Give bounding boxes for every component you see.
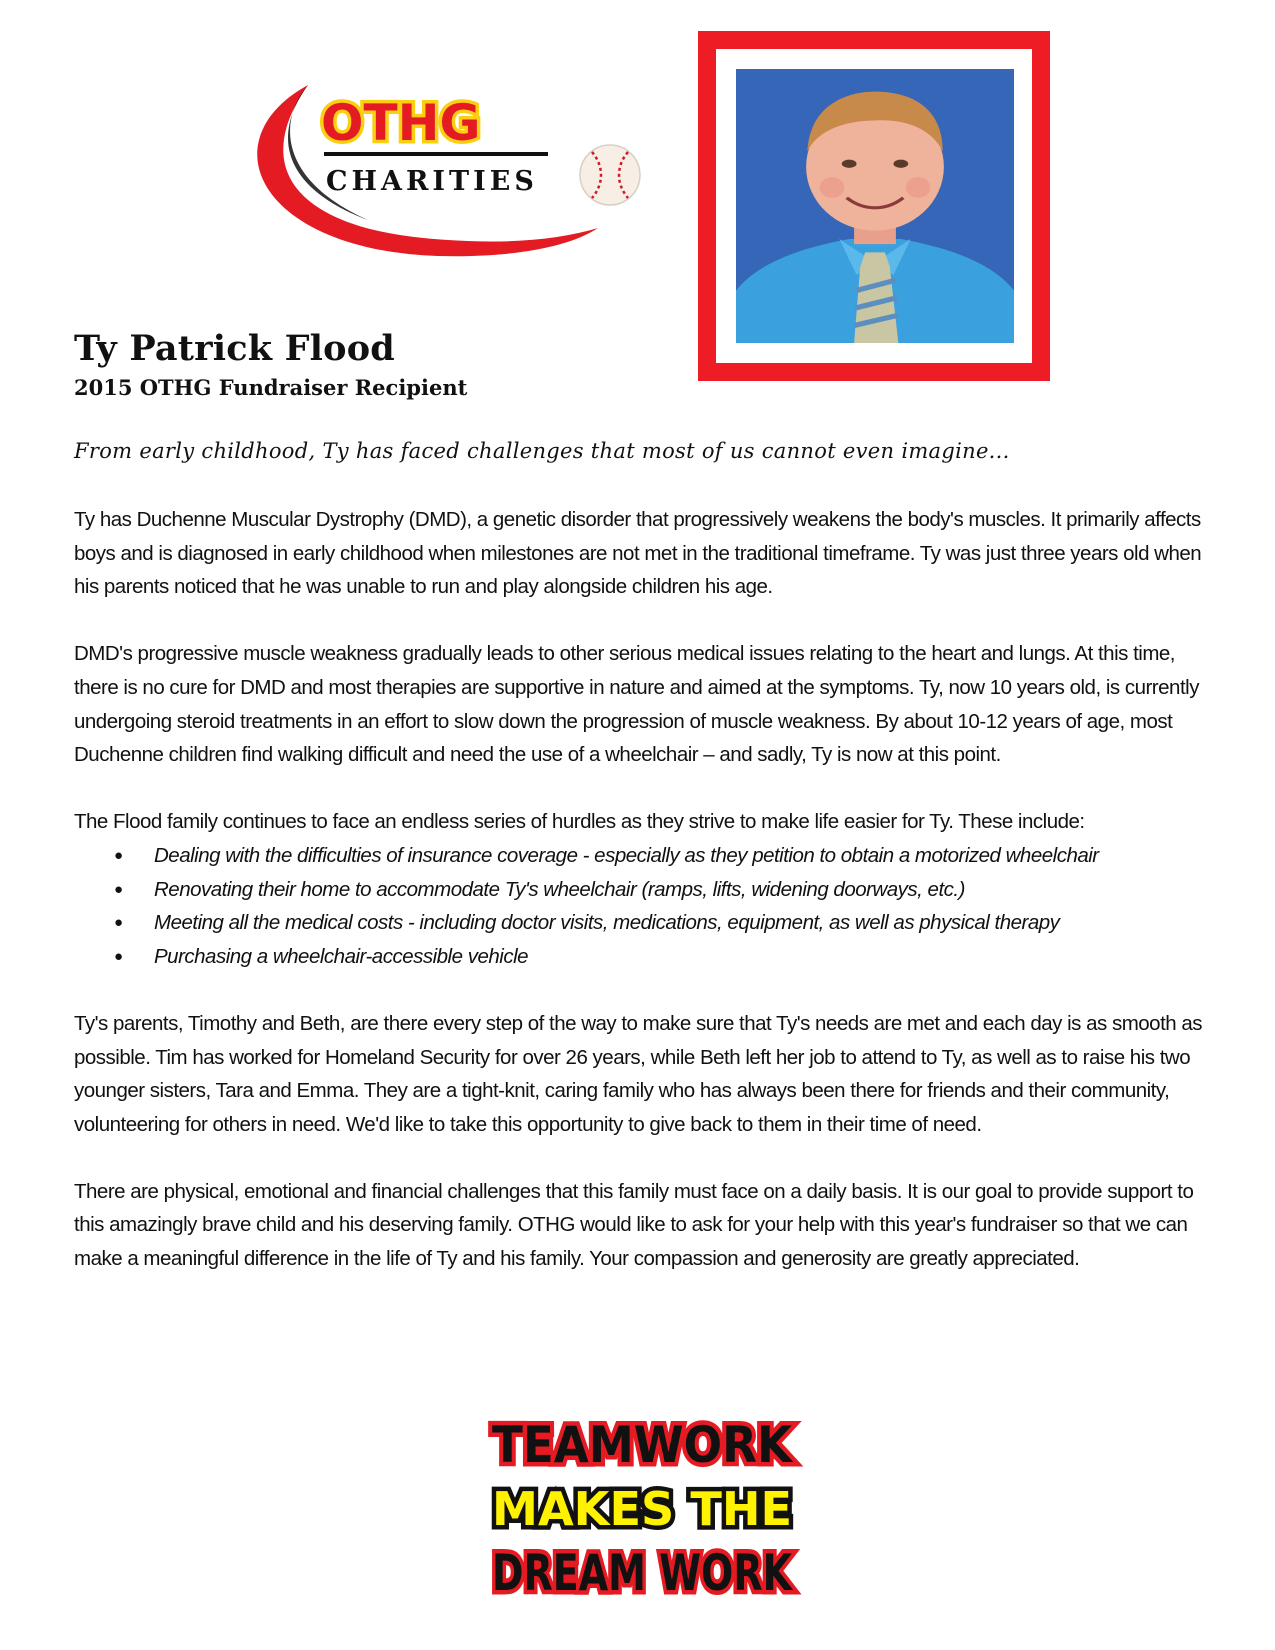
photo-frame (698, 31, 1050, 381)
paragraph: There are physical, emotional and financial challenges that this family must face on a daily basis. It is our goal to provide support to this amazingly brave child and his deserving family. OTHG would like to ask for your help with this year's fundraiser so that we can make a meaningful difference in the life of Ty and his family. Your compassion and generosity are greatly appreciated. (74, 1179, 1194, 1271)
brand-wordmark: OTHG (321, 94, 481, 152)
teamwork-slogan (478, 1408, 806, 1603)
list-item: ● Renovating their home to accommodate Ty's wheelchair (ramps, lifts, widening doorways, etc.) (114, 873, 1209, 907)
othg-charities-logo (238, 80, 678, 285)
slogan-line-1: TEAMWORK (492, 1416, 795, 1474)
brand-tagline: CHARITIES (326, 166, 538, 197)
list-item: ● Purchasing a wheelchair-accessible vehicle (114, 940, 1209, 974)
portrait-photo (736, 69, 1014, 343)
paragraph: The Flood family continues to face an endless series of hurdles as they strive to make life easier for Ty. These include: (74, 810, 1085, 834)
slogan-line-2: MAKES THE (492, 1482, 792, 1536)
body-text (74, 503, 1209, 1276)
paragraph: Ty has Duchenne Muscular Dystrophy (DMD), a genetic disorder that progressively weakens the body's muscles. It primarily affects boys and is diagnosed in early childhood when milestones are not met in the traditional timeframe. Ty was just three years old when his parents noticed that he was unable to run and play alongside children his age. (74, 508, 1202, 599)
list-item: ● Dealing with the difficulties of insurance coverage - especially as they petition to obtain a motorized wheelchair (114, 839, 1209, 873)
list-item: ● Meeting all the medical costs - including doctor visits, medications, equipment, as well as physical therapy (114, 906, 1209, 940)
paragraph: Ty's parents, Timothy and Beth, are there every step of the way to make sure that Ty's needs are met and each day is as smooth as possible. Tim has worked for Homeland Security for over 26 years, while Beth left her job to attend to Ty, as well as to raise his two younger sisters, Tara and Emma. They are a tight-knit, caring family who has always been there for friends and their community, volunteering for others in need. We'd like to take this opportunity to give back to them in their time of need. (74, 1011, 1203, 1136)
hurdles-list (74, 839, 1209, 973)
recipient-subtitle: 2015 OTHG Fundraiser Recipient (74, 375, 468, 400)
recipient-name: Ty Patrick Flood (74, 328, 395, 369)
paragraph: DMD's progressive muscle weakness gradually leads to other serious medical issues relating to the heart and lungs. At this time, there is no cure for DMD and most therapies are supportive in nature and aimed at the symptoms. Ty, now 10 years old, is currently undergoing steroid treatments in an effort to slow down the progression of muscle weakness. By about 10-12 years of age, most Duchenne children find walking difficult and need the use of a wheelchair – and sadly, Ty is now at this point. (74, 642, 1199, 767)
slogan-line-3: DREAM WORK (492, 1544, 794, 1602)
intro-line: From early childhood, Ty has faced challenges that most of us cannot even imagine... (74, 439, 1010, 463)
baseball-icon (580, 145, 640, 205)
